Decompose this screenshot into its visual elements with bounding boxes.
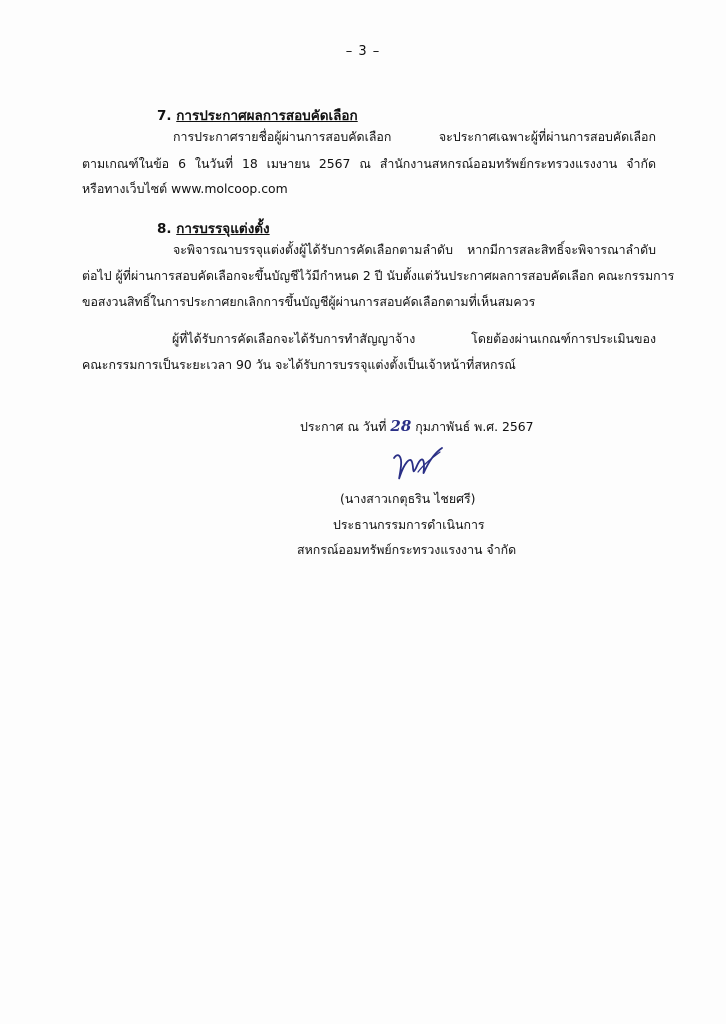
signatory-position: ประธานกรรมการดำเนินการ	[333, 517, 485, 532]
section-8-number: 8.	[157, 221, 172, 237]
section-7-line-3: หรือทางเว็บไซต์ www.molcoop.com	[82, 181, 288, 196]
section-8-heading	[157, 217, 270, 239]
section-7-title: การประกาศผลการสอบคัดเลือก	[176, 108, 358, 124]
announcement-prefix: ประกาศ ณ วันที่	[300, 419, 387, 434]
section-7-line-2: ตามเกณฑ์ในข้อ 6 ในวันที่ 18 เมษายน 2567 ณ สำนักงานสหกรณ์ออมทรัพย์กระทรวงแรงงาน จำกัด	[82, 156, 656, 171]
page-number: – 3 –	[345, 44, 381, 59]
section-8-line-3: ขอสงวนสิทธิ์ในการประกาศยกเลิกการขึ้นบัญชีผู้ผ่านการสอบคัดเลือกตามที่เห็นสมควร	[82, 294, 536, 309]
announcement-day-handwritten: 28	[390, 417, 412, 435]
section-7-number: 7.	[157, 108, 172, 124]
section-8-line-2: ต่อไป ผู้ที่ผ่านการสอบคัดเลือกจะขึ้นบัญชีไว้มีกำหนด 2 ปี นับตั้งแต่วันประกาศผลการสอบคัดเลือก คณะกรรมการ	[82, 268, 675, 283]
handwritten-signature	[388, 446, 458, 486]
signatory-organization: สหกรณ์ออมทรัพย์กระทรวงแรงงาน จำกัด	[297, 542, 517, 557]
section-8-para2-line-2: คณะกรรมการเป็นระยะเวลา 90 วัน จะได้รับการบรรจุแต่งตั้งเป็นเจ้าหน้าที่สหกรณ์	[82, 357, 516, 372]
section-7-line-1: การประกาศรายชื่อผู้ผ่านการสอบคัดเลือก จะประกาศเฉพาะผู้ที่ผ่านการสอบคัดเลือก	[173, 129, 656, 144]
section-8-title: การบรรจุแต่งตั้ง	[176, 221, 270, 237]
announcement-date	[300, 417, 560, 437]
section-8-para2-line-1: ผู้ที่ได้รับการคัดเลือกจะได้รับการทำสัญญาจ้าง โดยต้องผ่านเกณฑ์การประเมินของ	[172, 331, 656, 346]
section-8-line-1: จะพิจารณาบรรจุแต่งตั้งผู้ได้รับการคัดเลือกตามลำดับ หากมีการสละสิทธิ์จะพิจารณาลำดับ	[173, 242, 656, 257]
announcement-suffix: กุมภาพันธ์ พ.ศ. 2567	[415, 419, 534, 434]
section-7-heading	[157, 104, 358, 126]
signatory-name: (นางสาวเกตุธริน ไชยศรี)	[340, 491, 476, 506]
